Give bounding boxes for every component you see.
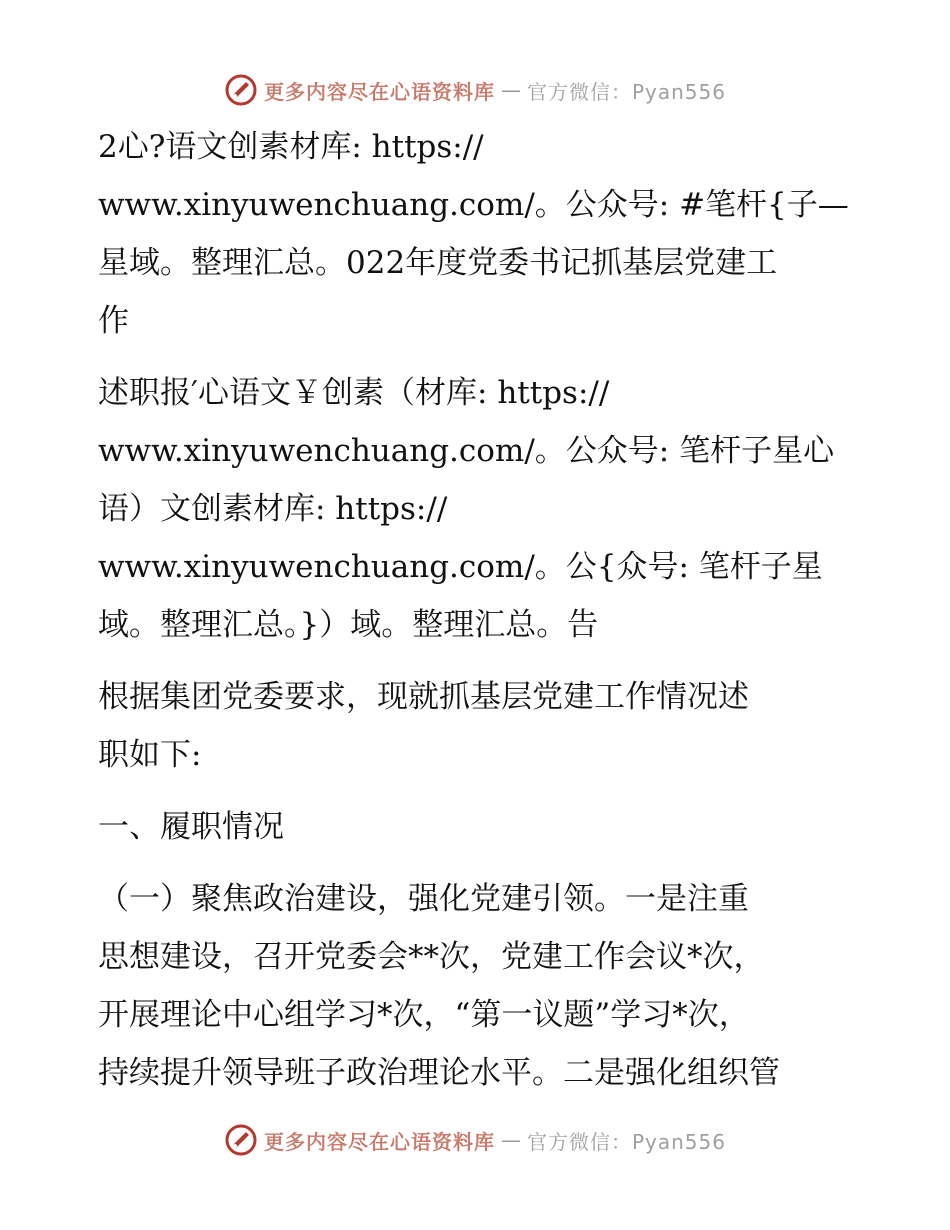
- brand-logo-icon: [224, 73, 258, 107]
- header-banner: [0, 70, 950, 110]
- paragraph-5: [98, 870, 858, 1102]
- banner-dash: —: [500, 1128, 521, 1152]
- text-line: 根据集团党委要求，现就抓基层党建工作情况述: [98, 679, 749, 715]
- text-line: www.xinyuwenchuang.com/。公{众号: 笔杆子星: [98, 549, 823, 585]
- paragraph-1: [98, 118, 858, 350]
- paragraph-2: [98, 364, 858, 654]
- text-line: （一）聚焦政治建设，强化党建引领。一是注重: [98, 881, 749, 917]
- banner-contact: 官方微信：Pyan556: [526, 79, 726, 104]
- text-line: 语）文创素材库: https://: [98, 491, 448, 527]
- banner-contact: 官方微信：Pyan556: [526, 1129, 726, 1154]
- text-line: 2心?语文创素材库: https://: [98, 129, 484, 165]
- text-line: 思想建设，召开党委会**次，党建工作会议*次，: [98, 939, 765, 975]
- document-body: [98, 118, 858, 1116]
- text-line: www.xinyuwenchuang.com/。公众号: 笔杆子星心: [98, 433, 835, 469]
- text-line: 述职报′心语文￥创素（材库: https://: [98, 375, 610, 411]
- text-line: 星域。整理汇总。022年度党委书记抓基层党建工: [98, 245, 778, 281]
- text-line: 持续提升领导班子政治理论水平。二是强化组织管: [98, 1055, 780, 1091]
- text-line: 作: [98, 303, 129, 339]
- text-line: 开展理论中心组学习*次，“第一议题”学习*次，: [98, 997, 750, 1033]
- banner-title: 更多内容尽在心语资料库: [263, 1129, 495, 1154]
- section-heading: [98, 798, 858, 856]
- paragraph-3: [98, 668, 858, 784]
- footer-banner: [0, 1120, 950, 1160]
- text-line: 域。整理汇总。}）域。整理汇总。告: [98, 607, 599, 643]
- heading-line: 一、履职情况: [98, 809, 284, 845]
- brand-logo-icon: [224, 1123, 258, 1157]
- banner-title: 更多内容尽在心语资料库: [263, 79, 495, 104]
- text-line: 职如下:: [98, 737, 202, 773]
- banner-dash: —: [500, 78, 521, 102]
- text-line: www.xinyuwenchuang.com/。公众号: #笔杆{子—: [98, 187, 849, 223]
